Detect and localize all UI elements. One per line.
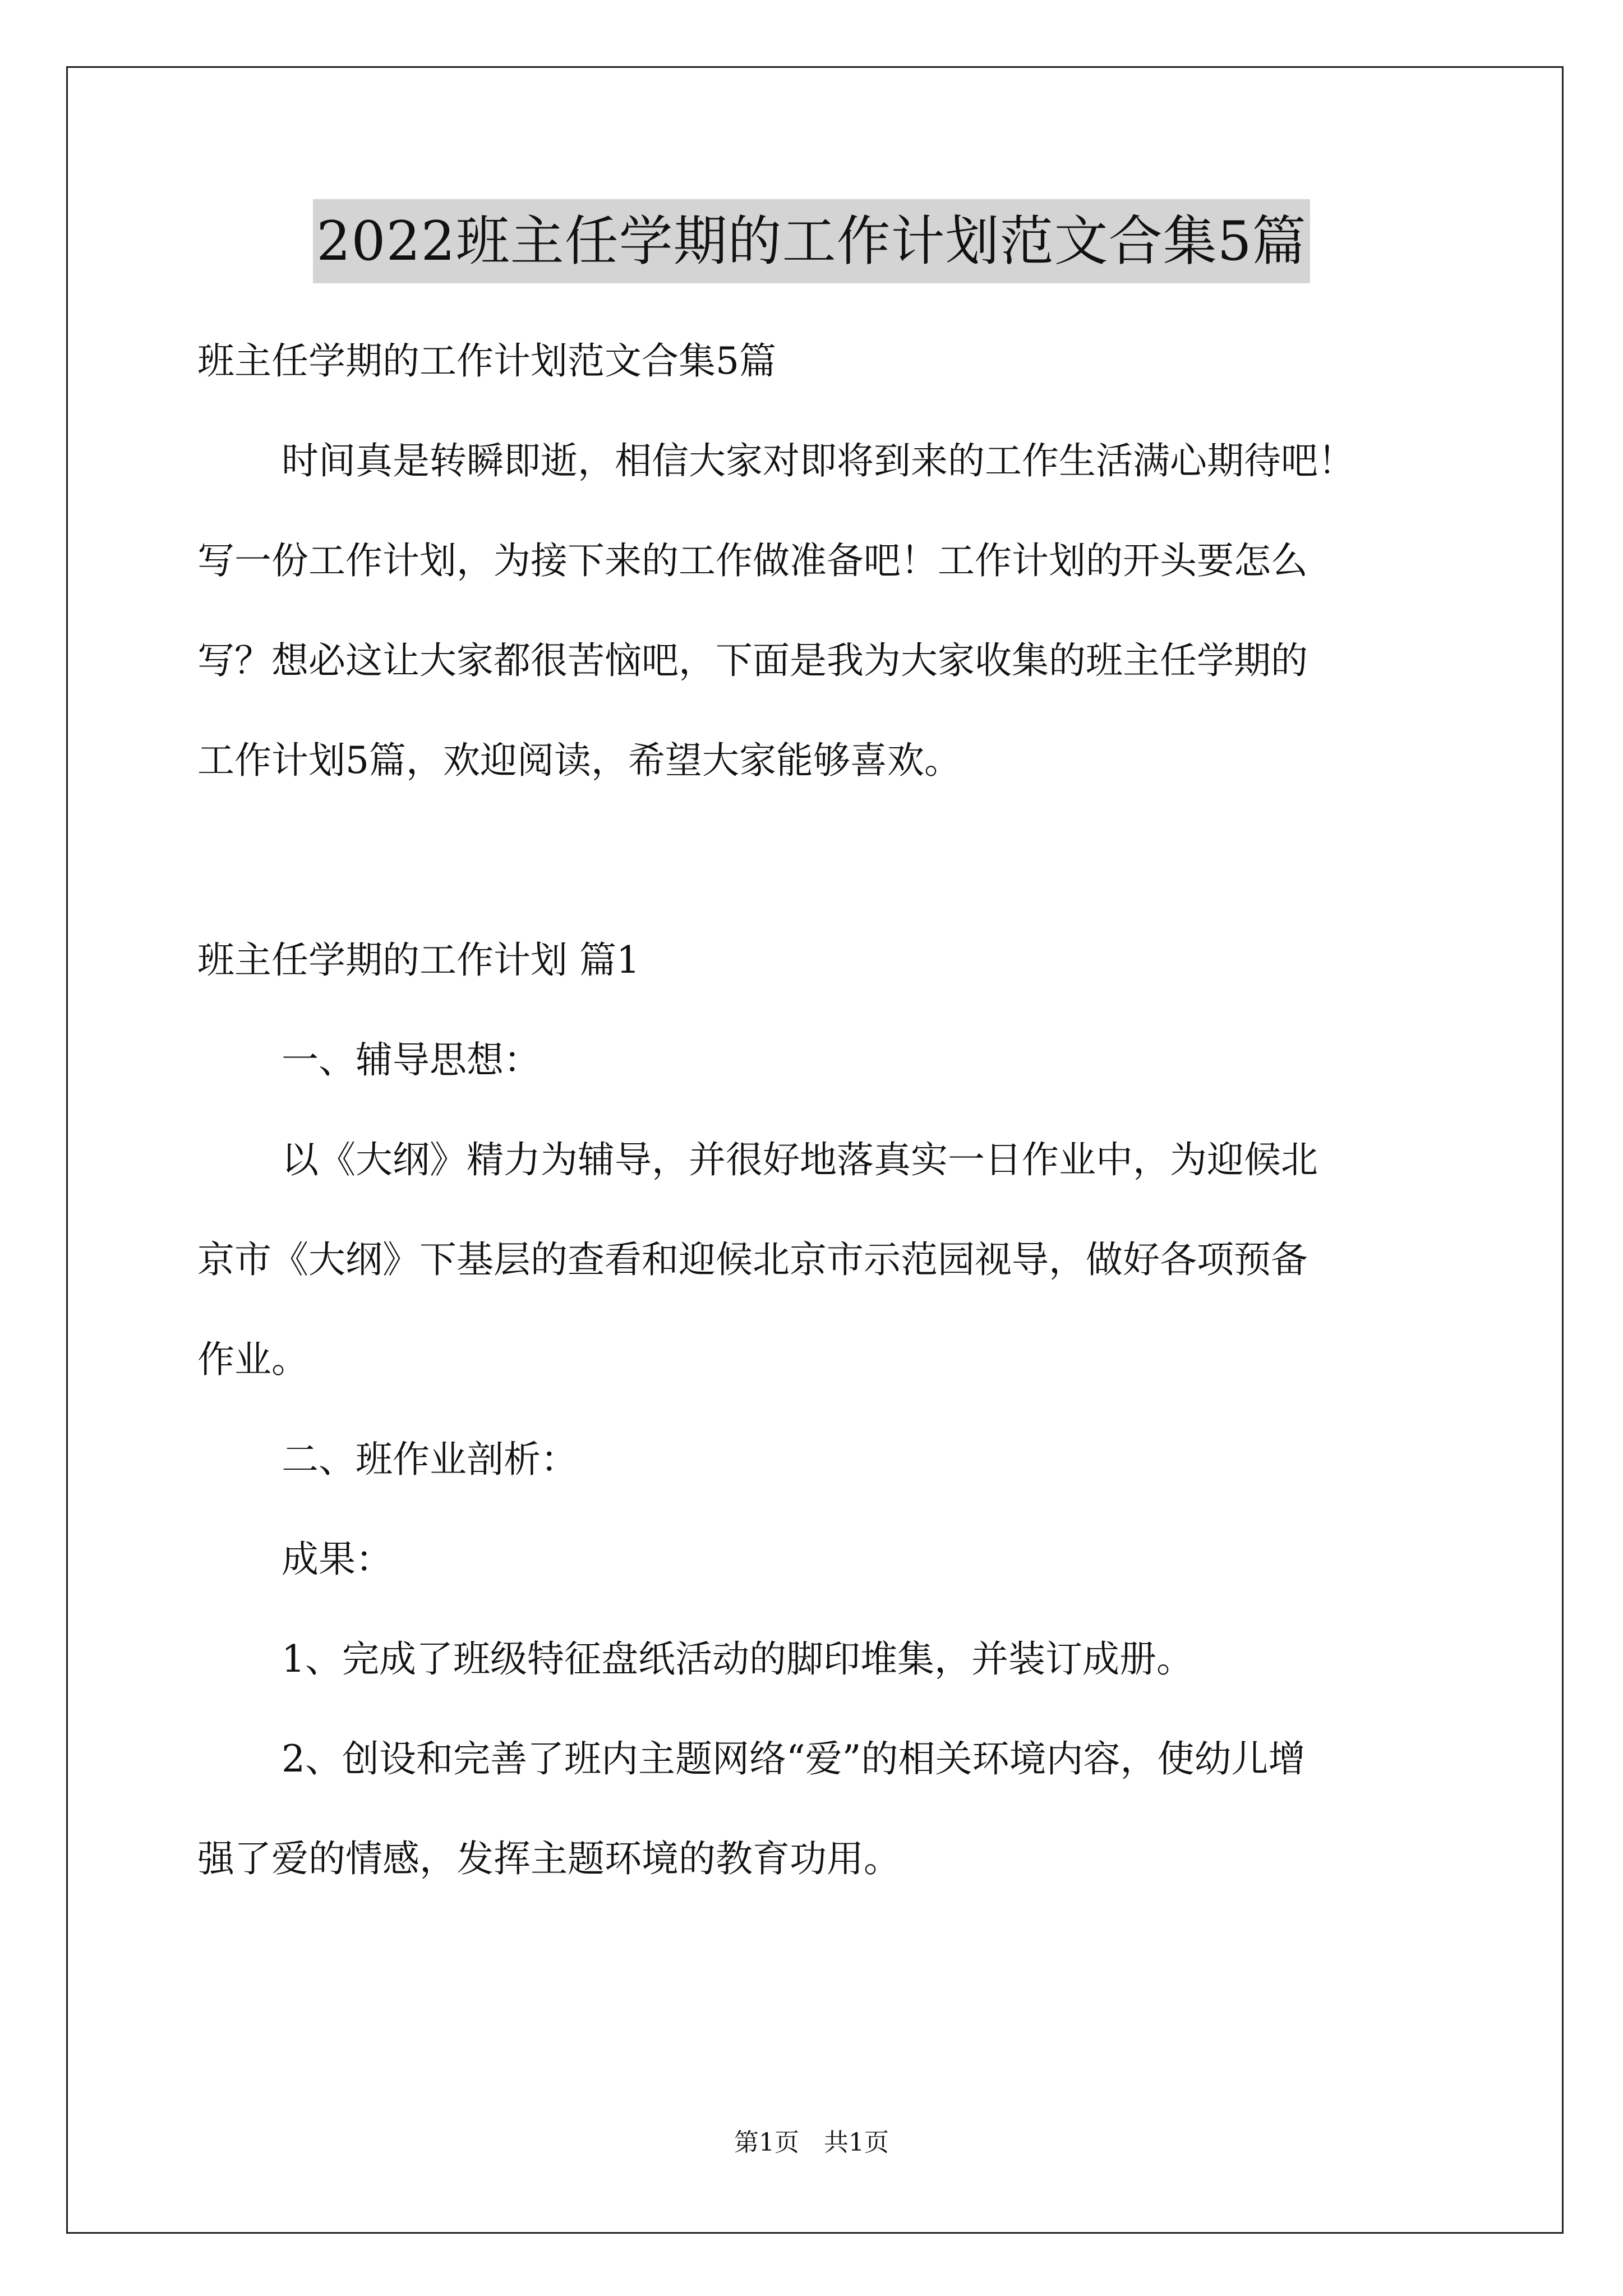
guidance-line: 作业。 <box>197 1338 308 1381</box>
document-body <box>197 311 1431 1909</box>
guidance-line: 京市《大纲》下基层的查看和迎候北京市示范园视导，做好各项预备 <box>197 1238 1308 1281</box>
heading-guidance: 一、辅导思想： <box>282 1038 541 1082</box>
intro-line: 写一份工作计划，为接下来的工作做准备吧！工作计划的开头要怎么 <box>197 539 1308 582</box>
heading-class-analysis: 二、班作业剖析： <box>282 1438 578 1481</box>
document-subtitle: 班主任学期的工作计划范文合集5篇 <box>197 339 776 383</box>
list-item: 2、创设和完善了班内主题网络“爱”的相关环境内容，使幼儿增 <box>282 1737 1306 1780</box>
list-item-continuation: 强了爱的情感，发挥主题环境的教育功用。 <box>197 1837 901 1880</box>
section-heading: 班主任学期的工作计划 篇1 <box>197 938 640 982</box>
document-title: 2022班主任学期的工作计划范文合集5篇 <box>313 199 1310 283</box>
guidance-line: 以《大纲》精力为辅导，并很好地落真实一日作业中，为迎候北 <box>282 1138 1318 1181</box>
results-label: 成果： <box>282 1538 393 1581</box>
intro-line: 时间真是转瞬即逝，相信大家对即将到来的工作生活满心期待吧！ <box>282 439 1355 482</box>
list-item: 1、完成了班级特征盘纸活动的脚印堆集，并装订成册。 <box>282 1637 1193 1681</box>
paragraph-spacer <box>197 811 1431 910</box>
intro-line: 工作计划5篇，欢迎阅读，希望大家能够喜欢。 <box>197 739 961 782</box>
title-container <box>0 199 1623 283</box>
page-number-footer: 第1页 共1页 <box>734 2128 889 2157</box>
intro-line: 写？想必这让大家都很苦恼吧，下面是我为大家收集的班主任学期的 <box>197 639 1308 682</box>
